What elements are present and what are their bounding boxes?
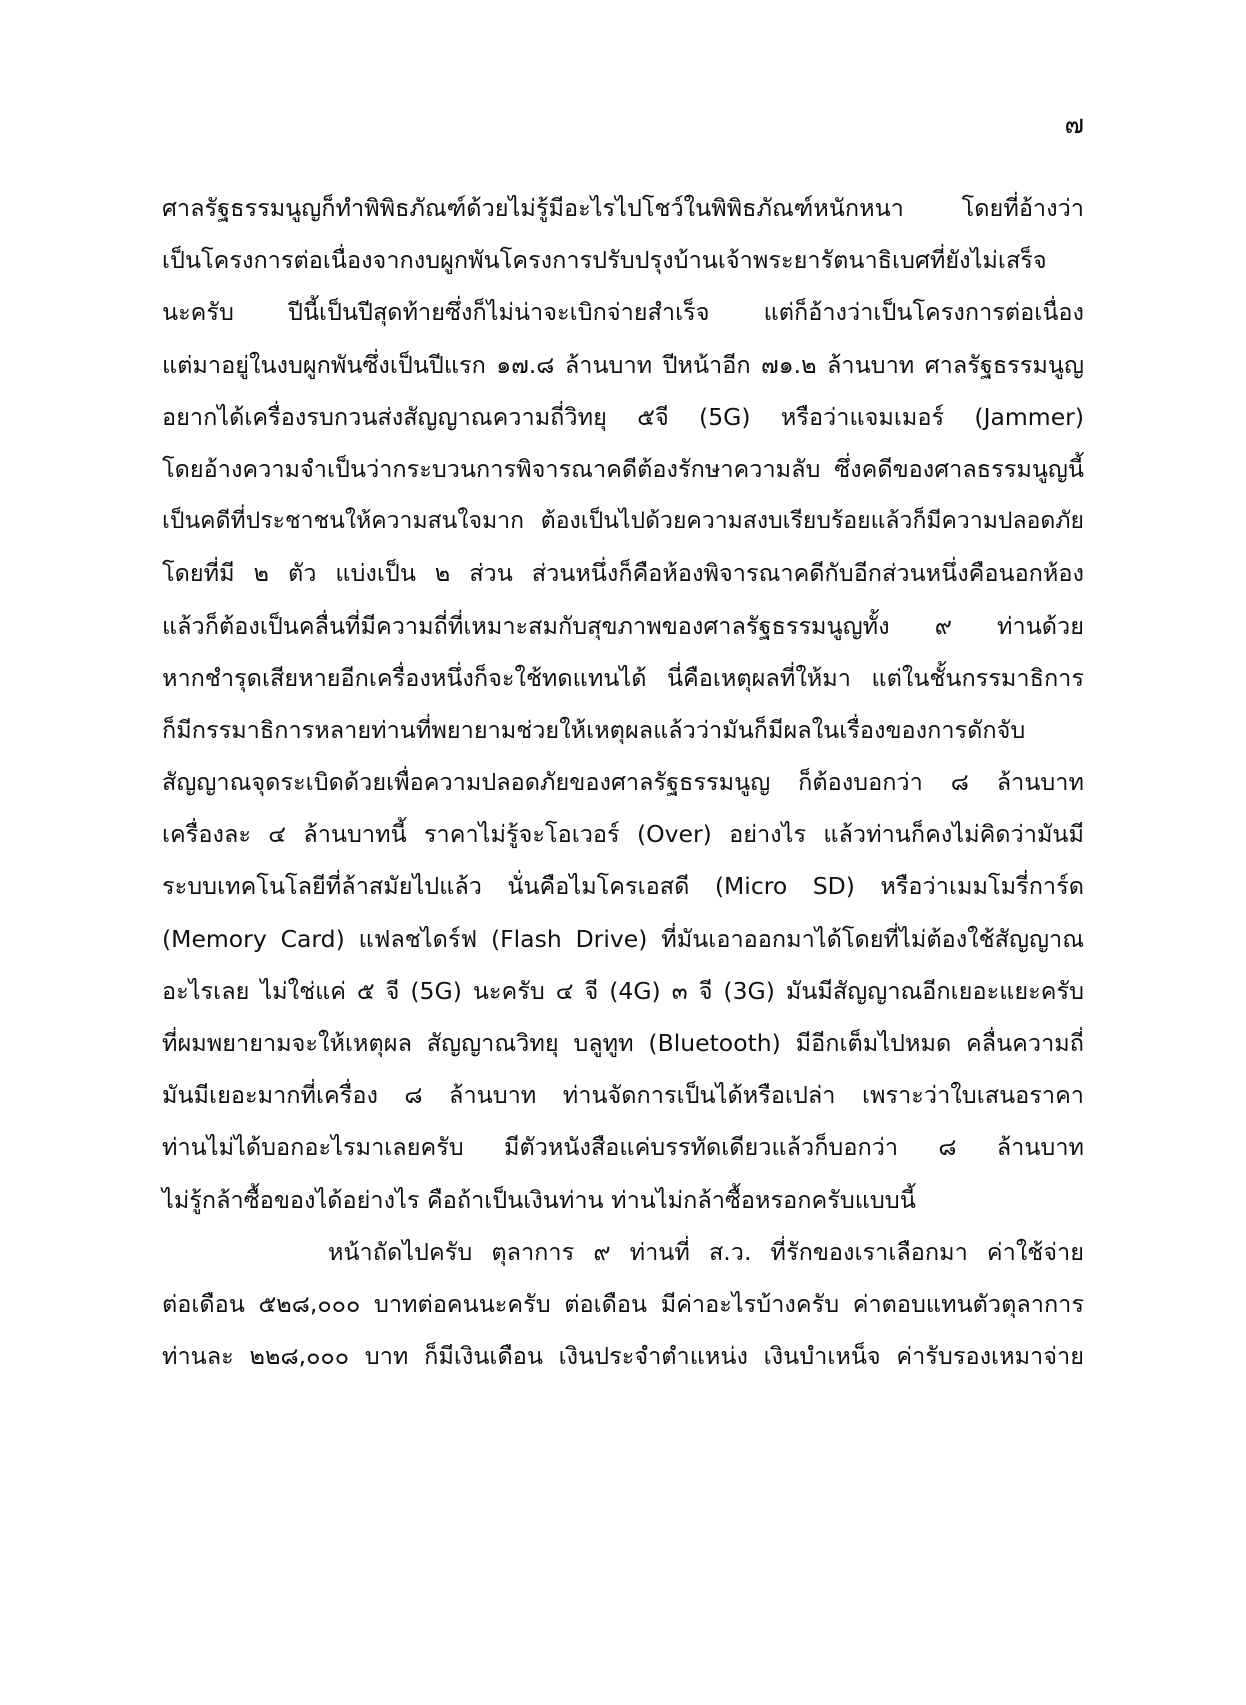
text-line: นะครับ ปีนี้เป็นปีสุดท้ายซึ่งก็ไม่น่าจะเบิกจ่ายสำเร็จ แต่ก็อ้างว่าเป็นโครงการต่อเนื่อง xyxy=(162,298,1084,327)
text-line: ก็มีกรรมาธิการหลายท่านที่พยายามช่วยให้เหตุผลแล้วว่ามันก็มีผลในเรื่องของการดักจับ xyxy=(162,715,1026,744)
text-line: เครื่องละ ๔ ล้านบาทนี้ ราคาไม่รู้จะโอเวอร์ (Over) อย่างไร แล้วท่านก็คงไม่คิดว่ามันมี xyxy=(162,820,1084,849)
text-line: สัญญาณจุดระเบิดด้วยเพื่อความปลอดภัยของศาลรัฐธรรมนูญ ก็ต้องบอกว่า ๘ ล้านบาท xyxy=(162,768,1084,797)
text-line: หน้าถัดไปครับ ตุลาการ ๙ ท่านที่ ส.ว. ที่รักของเราเลือกมา ค่าใช้จ่าย xyxy=(328,1237,1084,1266)
text-line: เป็นโครงการต่อเนื่องจากงบผูกพันโครงการปรับปรุงบ้านเจ้าพระยารัตนาธิเบศที่ยังไม่เสร็จ xyxy=(162,246,1047,275)
text-line: (Memory Card) แฟลชไดร์ฟ (Flash Drive) ที่มันเอาออกมาได้โดยที่ไม่ต้องใช้สัญญาณ xyxy=(162,924,1084,953)
text-line: ระบบเทคโนโลยีที่ล้าสมัยไปแล้ว นั่นคือไมโครเอสดี (Micro SD) หรือว่าเมมโมรี่การ์ด xyxy=(162,872,1084,901)
text-line: ไม่รู้กล้าซื้อของได้อย่างไร คือถ้าเป็นเงินท่าน ท่านไม่กล้าซื้อหรอกครับแบบนี้ xyxy=(162,1185,916,1214)
text-line: ต่อเดือน ๕๒๘,๐๐๐ บาทต่อคนนะครับ ต่อเดือน มีค่าอะไรบ้างครับ ค่าตอบแทนตัวตุลาการ xyxy=(162,1289,1084,1318)
text-line: เป็นคดีที่ประชาชนให้ความสนใจมาก ต้องเป็นไปด้วยความสงบเรียบร้อยแล้วก็มีความปลอดภัย xyxy=(162,508,1084,535)
text-line: อะไรเลย ไม่ใช่แค่ ๕ จี (5G) นะครับ ๔ จี (4G) ๓ จี (3G) มันมีสัญญาณอีกเยอะแยะครับ xyxy=(162,976,1084,1005)
text-line: มันมีเยอะมากที่เครื่อง ๘ ล้านบาท ท่านจัดการเป็นได้หรือเปล่า เพราะว่าใบเสนอราคา xyxy=(162,1081,1084,1110)
text-line: โดยอ้างความจำเป็นว่ากระบวนการพิจารณาคดีต้องรักษาความลับ ซึ่งคดีของศาลธรรมนูญนี้ xyxy=(162,454,1084,483)
text-line: แต่มาอยู่ในงบผูกพันซึ่งเป็นปีแรก ๑๗.๘ ล้านบาท ปีหน้าอีก ๗๑.๒ ล้านบาท ศาลรัฐธรรมนูญ xyxy=(162,350,1084,379)
text-line: แล้วก็ต้องเป็นคลื่นที่มีความถี่ที่เหมาะสมกับสุขภาพของศาลรัฐธรรมนูญทั้ง ๙ ท่านด้วย xyxy=(162,611,1084,640)
text-line: ศาลรัฐธรรมนูญก็ทำพิพิธภัณฑ์ด้วยไม่รู้มีอะไรไปโชว์ในพิพิธภัณฑ์หนักหนา โดยที่อ้างว่า xyxy=(162,194,1084,222)
paragraph xyxy=(162,1226,1084,1383)
text-line: โดยที่มี ๒ ตัว แบ่งเป็น ๒ ส่วน ส่วนหนึ่งก็คือห้องพิจารณาคดีกับอีกส่วนหนึ่งคือนอกห้อง xyxy=(162,559,1084,588)
text-line: ที่ผมพยายามจะให้เหตุผล สัญญาณวิทยุ บลูทูท (Bluetooth) มีอีกเต็มไปหมด คลื่นความถี่ xyxy=(162,1029,1084,1057)
text-line: หากชำรุดเสียหายอีกเครื่องหนึ่งก็จะใช้ทดแทนได้ นี่คือเหตุผลที่ให้มา แต่ในชั้นกรรมาธิการ xyxy=(162,663,1084,692)
text-line: ท่านละ ๒๒๘,๐๐๐ บาท ก็มีเงินเดือน เงินประจำตำแหน่ง เงินบำเหน็จ ค่ารับรองเหมาจ่าย xyxy=(162,1342,1084,1371)
page-number: ๗ xyxy=(1064,110,1084,140)
document-body xyxy=(162,182,1084,1382)
paragraph xyxy=(162,182,1084,1226)
text-line: อยากได้เครื่องรบกวนส่งสัญญาณความถี่วิทยุ ๕จี (5G) หรือว่าแจมเมอร์ (Jammer) xyxy=(162,402,1084,431)
text-line: ท่านไม่ได้บอกอะไรมาเลยครับ มีตัวหนังสือแค่บรรทัดเดียวแล้วก็บอกว่า ๘ ล้านบาท xyxy=(162,1133,1084,1162)
